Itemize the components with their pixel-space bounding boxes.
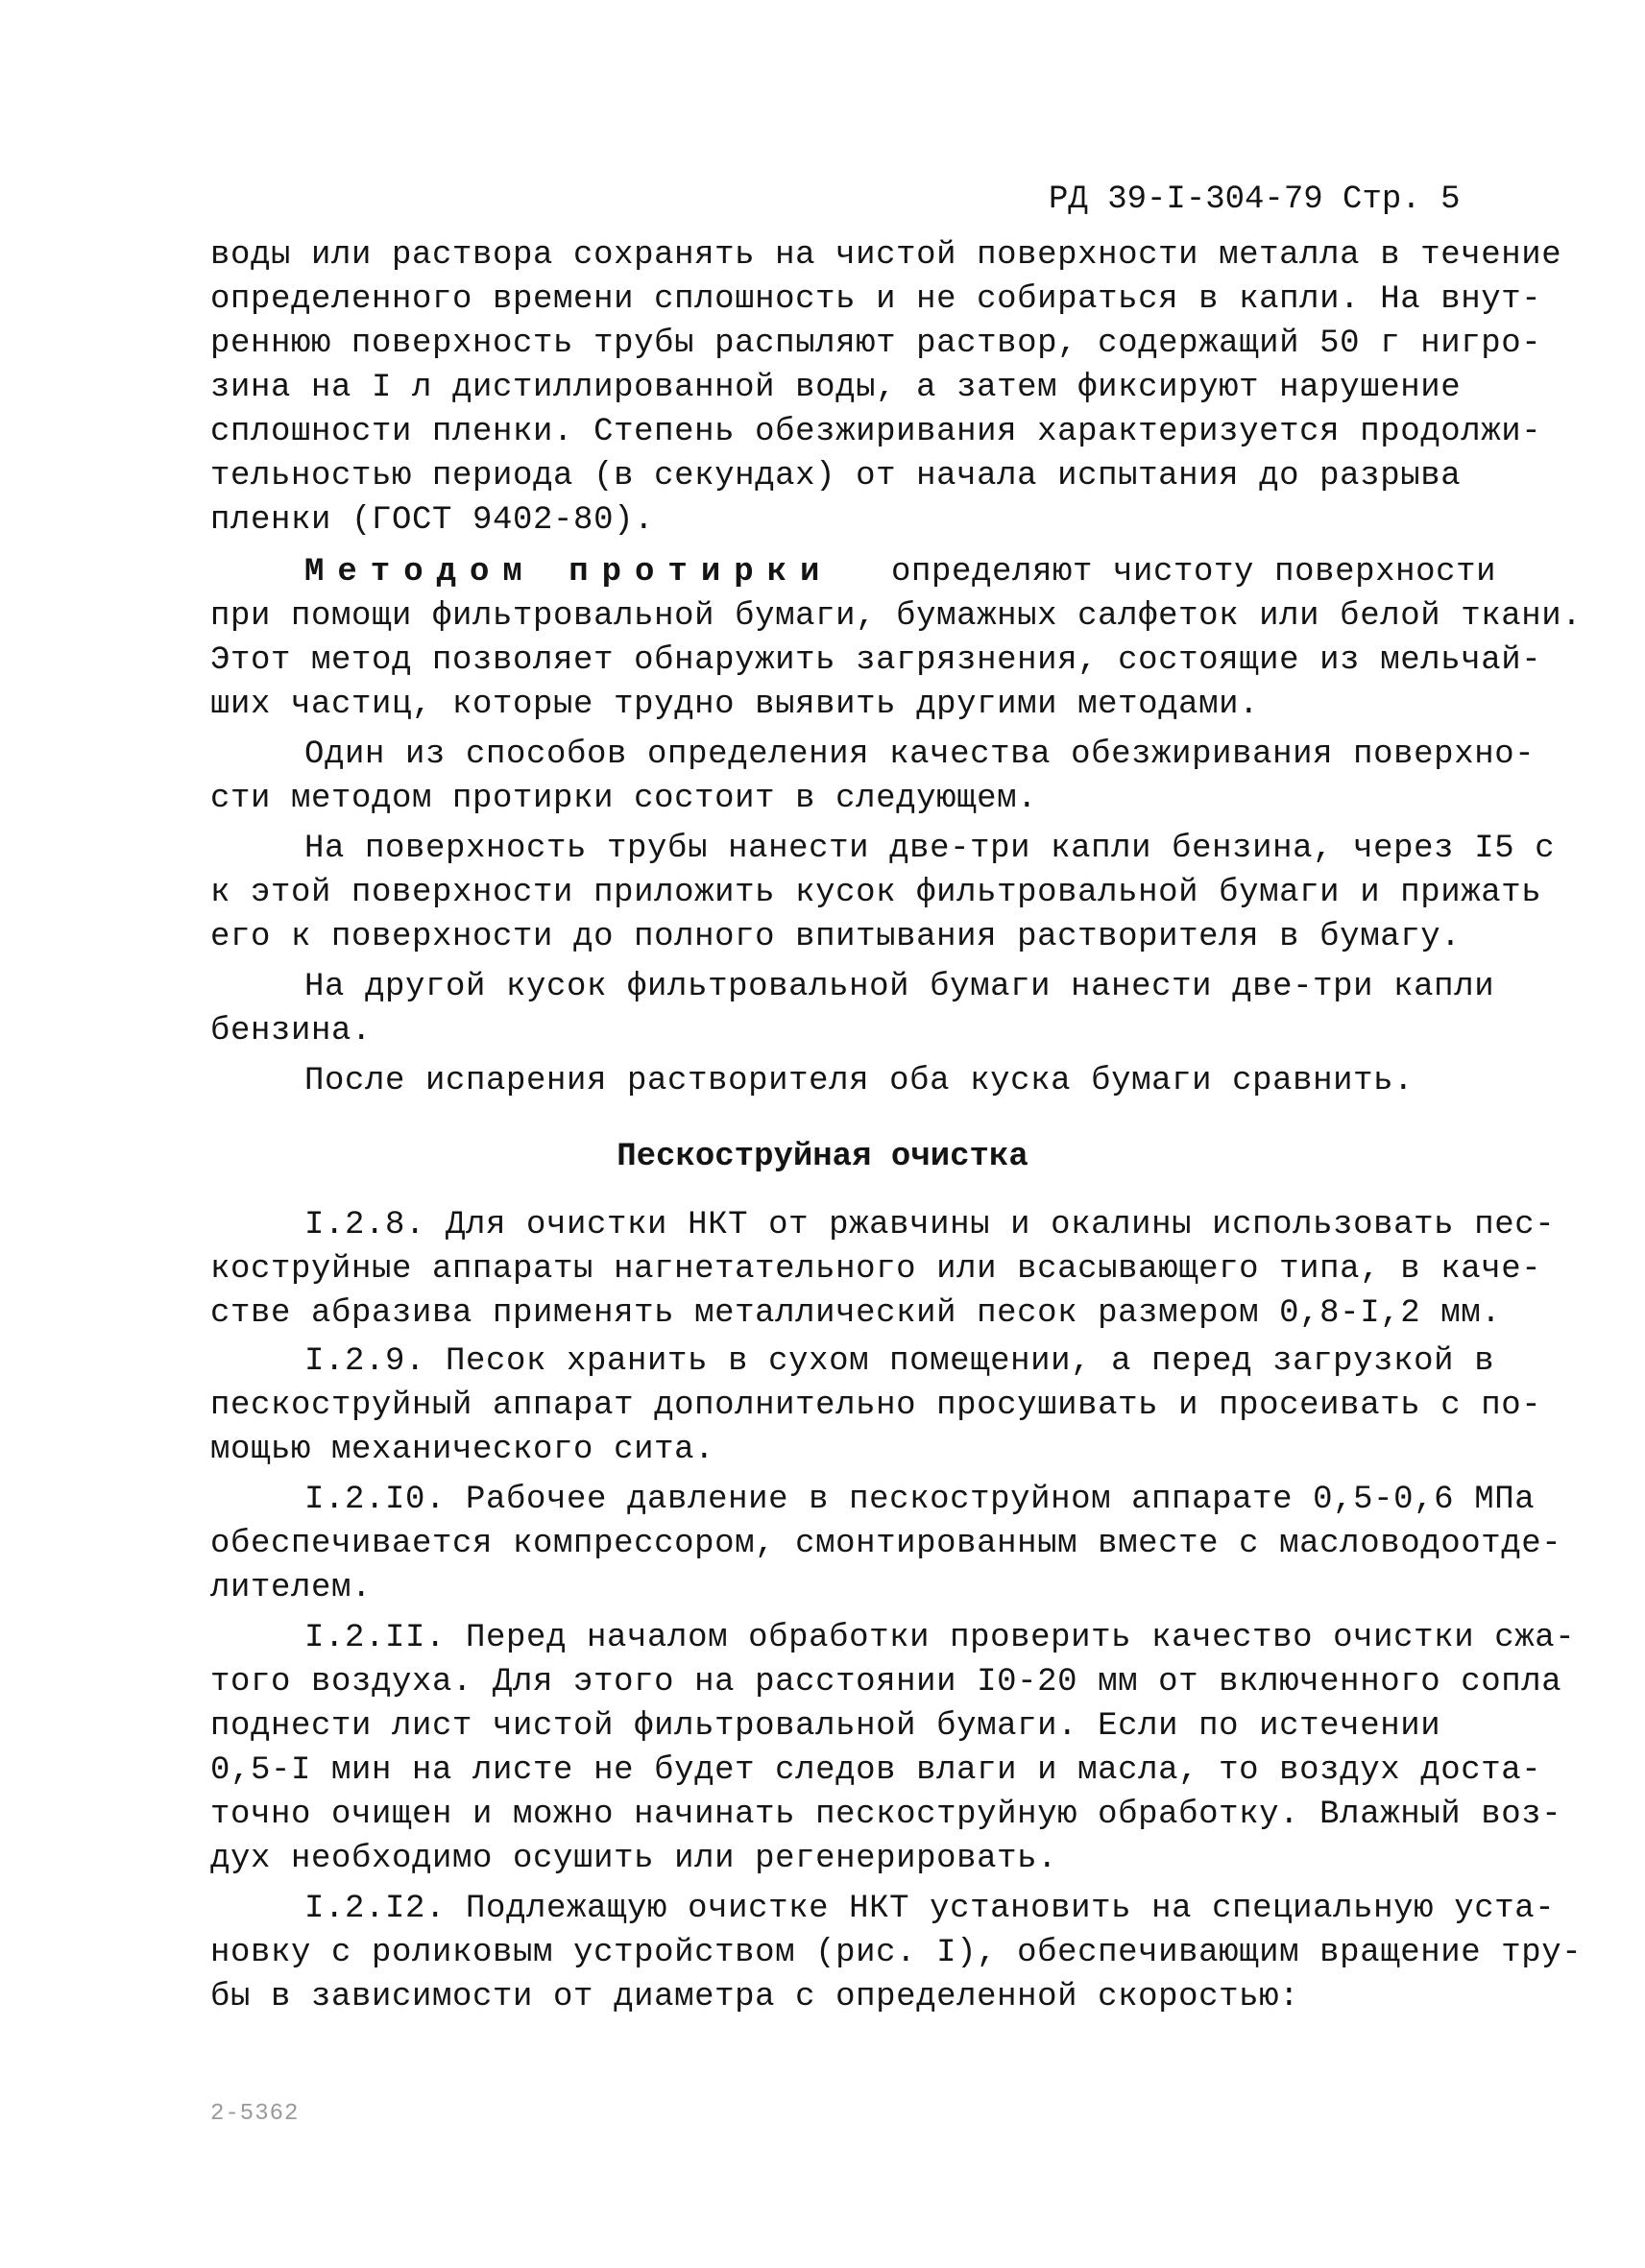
text-line: зина на I л дистиллированной воды, а затем фиксируют нарушение	[210, 370, 1462, 406]
text-line: воды или раствора сохранять на чистой поверхности металла в течение	[210, 237, 1562, 274]
text-line: После испарения растворителя оба куска бумаги сравнить.	[304, 1063, 1415, 1099]
text-line: мощью механического сита.	[210, 1432, 715, 1468]
text-line: сплошности пленки. Степень обезжиривания характеризуется продолжи-	[210, 414, 1542, 450]
text-line: I.2.I2. Подлежащую очистке НКТ установить на специальную уста-	[304, 1891, 1556, 1927]
text-line: ших частиц, которые трудно выявить другими методами.	[210, 687, 1260, 723]
text-line: На поверхность трубы нанести две-три капли бензина, через I5 с	[304, 831, 1556, 867]
text-line: точно очищен и можно начинать пескоструйную обработку. Влажный воз-	[210, 1797, 1562, 1833]
text-line: лителем.	[210, 1570, 373, 1606]
text-line: пленки (ГОСТ 9402-80).	[210, 502, 655, 539]
text-line: поднести лист чистой фильтровальной бумаги. Если по истечении	[210, 1708, 1441, 1745]
text-line: определяют чистоту поверхности	[891, 554, 1497, 591]
print-mark: 2-5362	[210, 2101, 300, 2127]
text-line: коструйные аппараты нагнетательного или всасывающего типа, в каче-	[210, 1251, 1542, 1288]
text-line: того воздуха. Для этого на расстоянии I0-20 мм от включенного сопла	[210, 1664, 1562, 1701]
text-line: I.2.8. Для очистки НКТ от ржавчины и окалины использовать пес-	[304, 1207, 1556, 1243]
text-line: Один из способов определения качества обезжиривания поверхно-	[304, 736, 1536, 773]
text-line: новку с роликовым устройством (рис. I), обеспечивающим вращение тру-	[210, 1935, 1583, 1971]
text-line: его к поверхности до полного впитывания растворителя в бумагу.	[210, 919, 1462, 955]
text-line: сти методом протирки состоит в следующем.	[210, 781, 1038, 817]
method-term: Методом протирки	[304, 554, 834, 591]
text-line: стве абразива применять металлический песок размером 0,8-I,2 мм.	[210, 1295, 1502, 1332]
text-line: бензина.	[210, 1013, 373, 1050]
text-line: обеспечивается компрессором, смонтированным вместе с масловодоотде-	[210, 1526, 1562, 1562]
text-line: I.2.I0. Рабочее давление в пескоструйном аппарате 0,5-0,6 МПа	[304, 1482, 1536, 1518]
text-line: бы в зависимости от диаметра с определенной скоростью:	[210, 1979, 1300, 2015]
text-line: На другой кусок фильтровальной бумаги нанести две-три капли	[304, 969, 1495, 1005]
text-line: дух необходимо осушить или регенерировать.	[210, 1841, 1058, 1877]
text-line: I.2.9. Песок хранить в сухом помещении, а перед загрузкой в	[304, 1343, 1495, 1380]
text-line: определенного времени сплошность и не собираться в капли. На внут-	[210, 281, 1542, 318]
text-line: к этой поверхности приложить кусок фильтровальной бумаги и прижать	[210, 875, 1542, 911]
text-line: реннюю поверхность трубы распыляют раствор, содержащий 50 г нигро-	[210, 326, 1542, 362]
text-line: при помощи фильтровальной бумаги, бумажных салфеток или белой ткани.	[210, 598, 1583, 635]
text-line: I.2.II. Перед началом обработки проверить качество очистки сжа-	[304, 1620, 1576, 1656]
text-line: тельностью периода (в секундах) от начала испытания до разрыва	[210, 458, 1462, 495]
page-header: РД 39-I-304-79 Стр. 5	[1049, 181, 1461, 218]
text-line: пескоструйный аппарат дополнительно просушивать и просеивать с по-	[210, 1387, 1542, 1424]
section-heading: Пескоструйная очистка	[617, 1139, 1028, 1175]
text-line: Этот метод позволяет обнаружить загрязнения, состоящие из мельчай-	[210, 642, 1542, 679]
text-line: 0,5-I мин на листе не будет следов влаги и масла, то воздух доста-	[210, 1752, 1542, 1789]
